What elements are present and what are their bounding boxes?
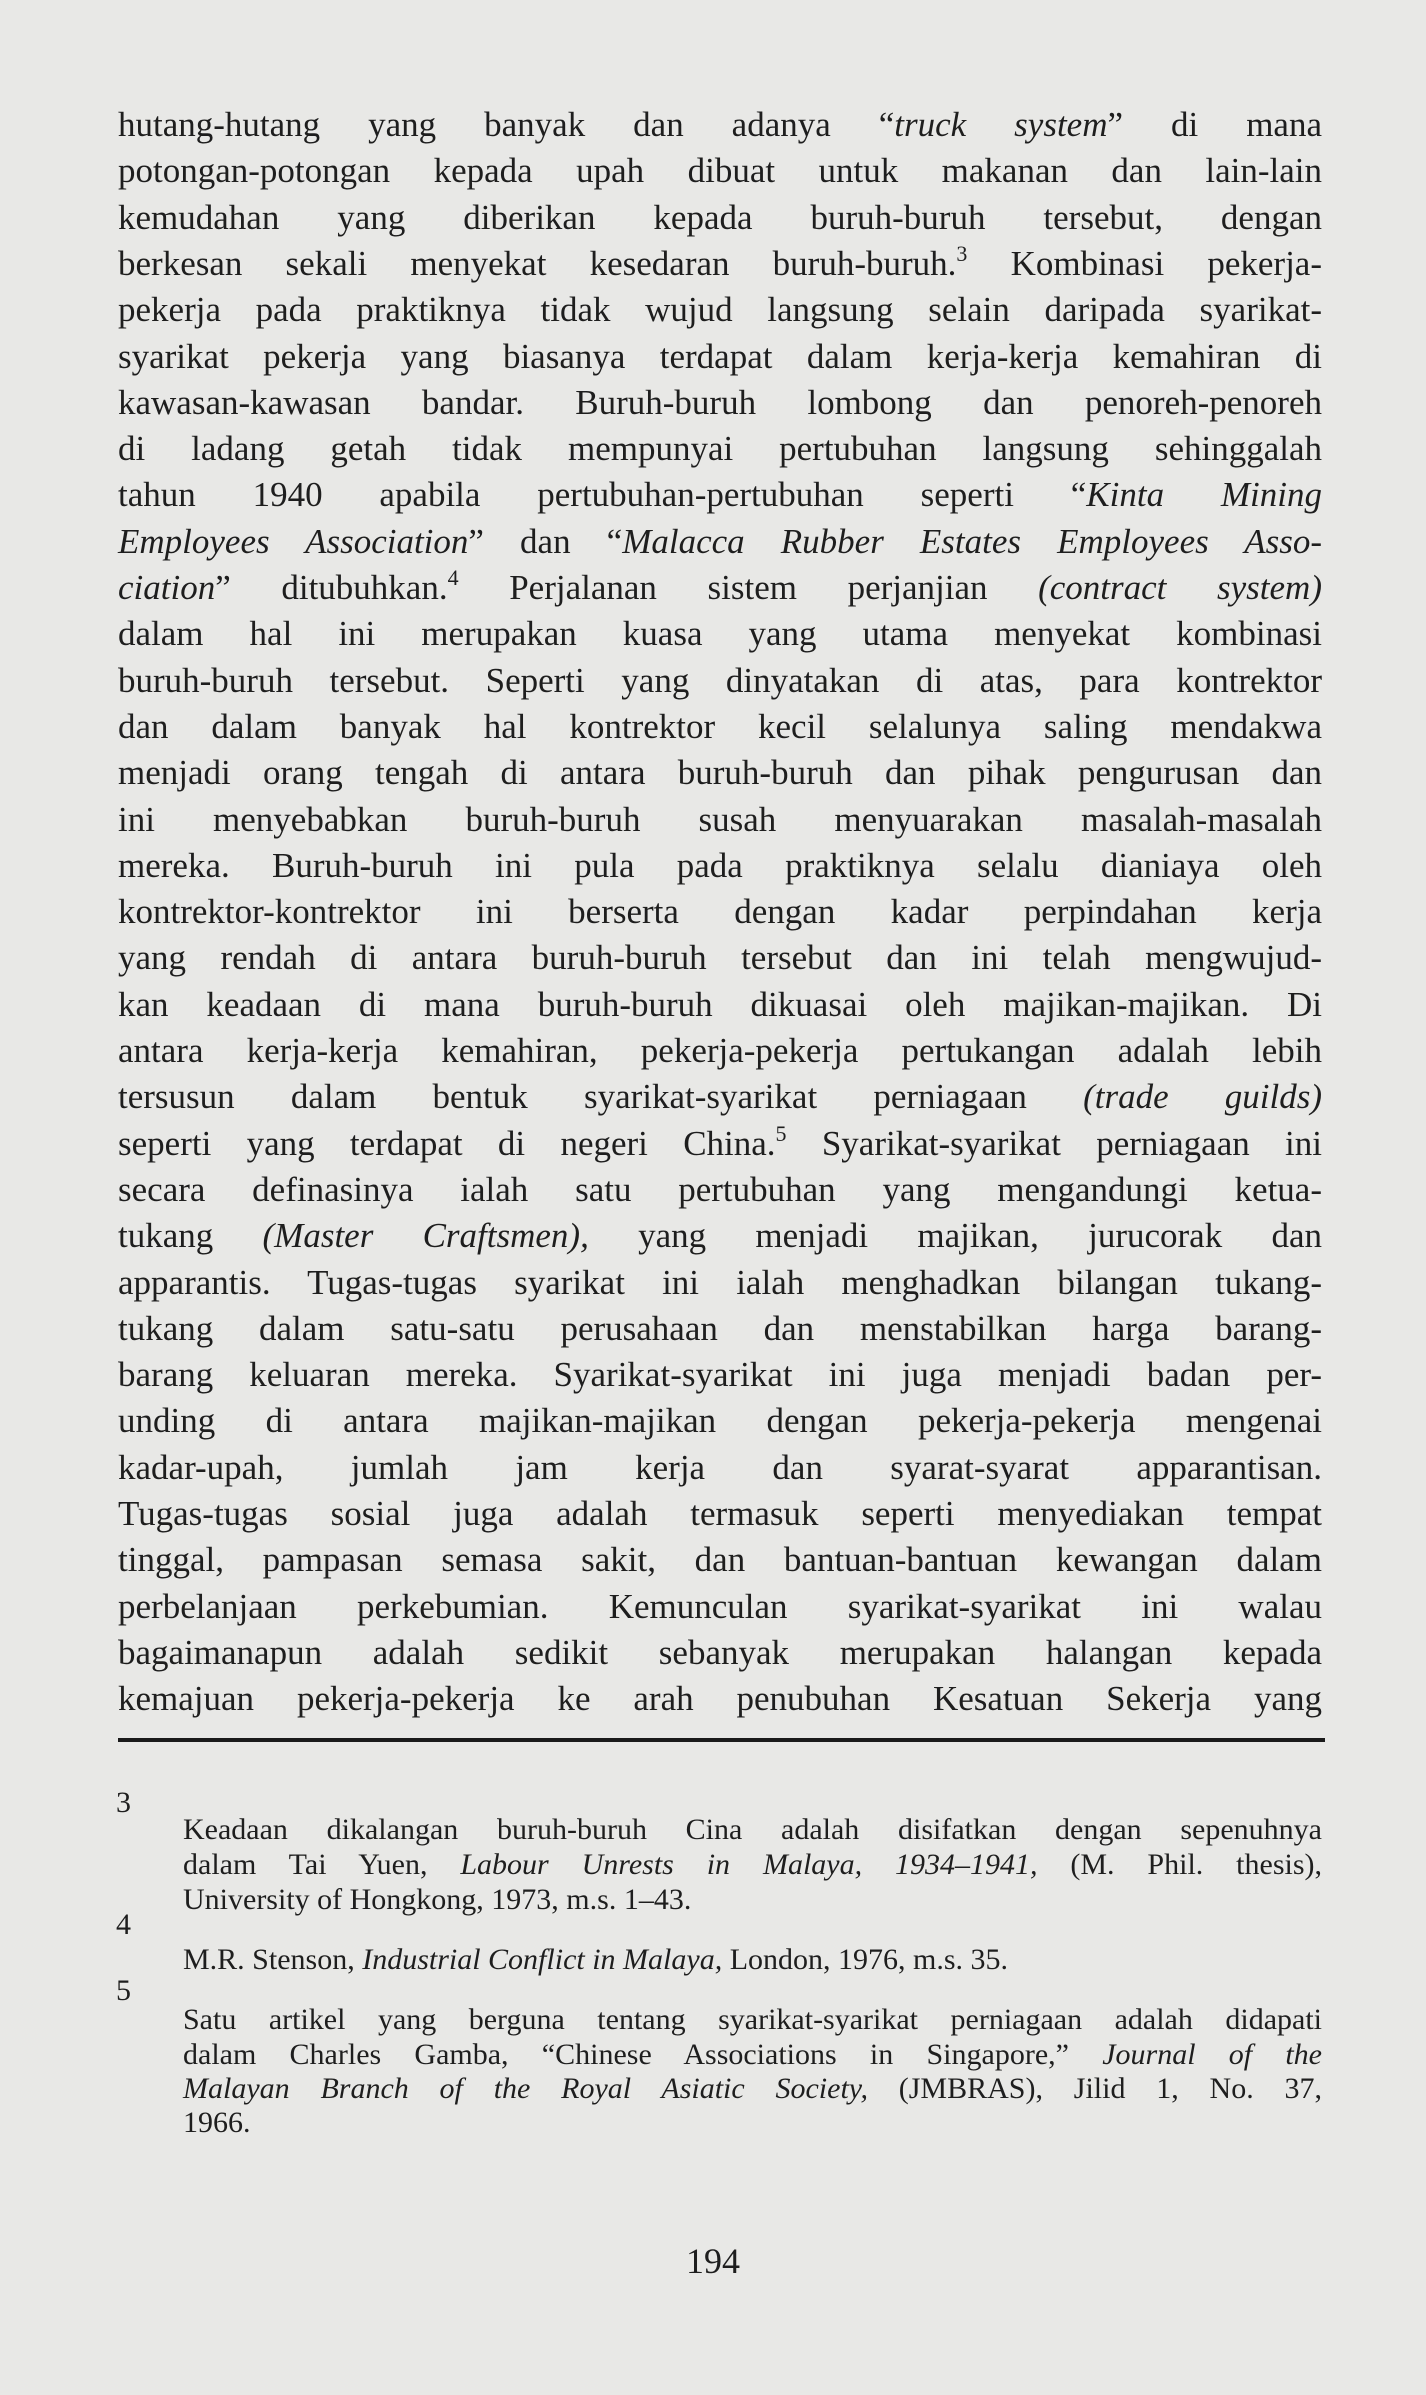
text-segment: berkesan sekali menyekat kesedaran buruh-buruh. (118, 243, 957, 283)
body-line (118, 1584, 1322, 1630)
text-segment: pekerja pada praktiknya tidak wujud langsung selain daripada syarikat- (118, 290, 1322, 330)
body-line (118, 241, 1322, 287)
text-segment: secara definasinya ialah satu pertubuhan yang mengandungi ketua- (118, 1169, 1322, 1209)
body-line (118, 195, 1322, 241)
text-segment: kemajuan pekerja-pekerja ke arah penubuhan Kesatuan Sekerja yang (118, 1679, 1322, 1719)
text-segment: kemudahan yang diberikan kepada buruh-buruh tersebut, dengan (118, 197, 1322, 237)
text-segment: Syarikat-syarikat perniagaan ini (786, 1123, 1322, 1163)
text-segment: di ladang getah tidak mempunyai pertubuhan langsung sehinggalah (118, 429, 1322, 469)
text-segment: perbelanjaan perkebumian. Kemunculan syarikat-syarikat ini walau (118, 1586, 1322, 1626)
body-line (118, 380, 1322, 426)
body-line (118, 1260, 1322, 1306)
text-segment: potongan-potongan kepada upah dibuat untuk makanan dan lain-lain (118, 151, 1322, 191)
page-number: 194 (686, 2241, 740, 2281)
text-segment: kawasan-kawasan bandar. Buruh-buruh lombong dan penoreh-penoreh (118, 382, 1322, 422)
text-segment: dalam Tai Yuen, (183, 1848, 461, 1881)
body-line (118, 982, 1322, 1028)
body-line (118, 1537, 1322, 1583)
italic-text: (Master Craftsmen), (262, 1216, 589, 1256)
text-segment: Tugas-tugas sosial juga adalah termasuk seperti menyediakan tempat (118, 1494, 1322, 1533)
body-line (118, 1352, 1322, 1398)
footnote-line (183, 2037, 1322, 2072)
text-segment: antara kerja-kerja kemahiran, pekerja-pekerja pertukangan adalah lebih (118, 1031, 1322, 1070)
footnote-line (183, 1847, 1322, 1882)
body-line (118, 935, 1322, 981)
text-segment: ” di mana (1107, 105, 1322, 144)
text-segment: University of Hongkong, 1973, m.s. 1–43. (183, 1883, 692, 1916)
text-segment: dan dalam banyak hal kontrektor kecil selalunya saling mendakwa (118, 706, 1322, 746)
italic-text: Kinta Mining (1086, 475, 1322, 515)
body-line (118, 519, 1322, 565)
text-segment: Keadaan dikalangan buruh-buruh Cina adalah disifatkan dengan sepenuhnya (183, 1813, 1322, 1846)
text-segment: ” ditubuhkan. (215, 568, 448, 607)
text-segment: ini menyebabkan buruh-buruh susah menyuarakan masalah-masalah (118, 799, 1322, 839)
text-segment: kan keadaan di mana buruh-buruh dikuasai oleh majikan-majikan. Di (118, 984, 1322, 1024)
text-segment: tersusun dalam bentuk syarikat-syarikat perniagaan (118, 1077, 1084, 1117)
text-segment: dalam Charles Gamba, “Chinese Associations in Singapore,” (183, 2038, 1103, 2071)
body-line (118, 334, 1322, 380)
italic-text: Malacca Rubber Estates Employees Asso- (622, 521, 1322, 561)
italic-text: Malayan Branch of the Royal Asiatic Society, (183, 2072, 868, 2105)
text-segment: Kombinasi pekerja- (967, 243, 1322, 283)
text-segment: tukang dalam satu-satu perusahaan dan menstabilkan harga barang- (118, 1308, 1322, 1348)
italic-text: truck system (894, 105, 1108, 144)
text-segment: ” dan “ (468, 521, 623, 561)
body-line (118, 1074, 1322, 1120)
body-line (118, 565, 1322, 611)
body-line (118, 704, 1322, 750)
body-line (118, 1167, 1322, 1213)
body-line (118, 1676, 1322, 1722)
footnote-line (183, 2002, 1322, 2037)
italic-text: ciation (118, 568, 216, 607)
footnote-number: 3 (116, 1786, 131, 1819)
footnote-ref: 3 (956, 240, 968, 266)
text-segment: unding di antara majikan-majikan dengan pekerja-pekerja mengenai (118, 1401, 1322, 1441)
text-segment: buruh-buruh tersebut. Seperti yang dinyatakan di atas, para kontrektor (118, 660, 1322, 700)
footnote-line (183, 2071, 1322, 2106)
text-segment: yang menjadi majikan, jurucorak dan (588, 1216, 1322, 1256)
italic-text: (trade guilds) (1083, 1077, 1322, 1117)
body-line (118, 1028, 1322, 1074)
italic-text: (contract system) (1038, 568, 1322, 607)
text-segment: yang rendah di antara buruh-buruh tersebut dan ini telah mengwujud- (118, 938, 1322, 978)
footnote-ref: 5 (775, 1120, 787, 1146)
body-line (118, 1630, 1322, 1676)
body-line (118, 889, 1322, 935)
body-line (118, 148, 1322, 194)
text-segment: menjadi orang tengah di antara buruh-buruh dan pihak pengurusan dan (118, 753, 1322, 793)
body-line (118, 1491, 1322, 1537)
text-segment: mereka. Buruh-buruh ini pula pada praktiknya selalu dianiaya oleh (118, 845, 1322, 885)
text-segment: kontrektor-kontrektor ini berserta dengan kadar perpindahan kerja (118, 892, 1322, 932)
footnote-divider (118, 1738, 1325, 1742)
footnote-line (183, 1812, 1322, 1847)
text-segment: (JMBRAS), Jilid 1, No. 37, (867, 2072, 1323, 2105)
text-segment: tinggal, pampasan semasa sakit, dan bantuan-bantuan kewangan dalam (118, 1540, 1322, 1580)
body-line (118, 797, 1322, 843)
text-segment: Perjalanan sistem perjanjian (458, 568, 1039, 607)
body-line (118, 843, 1322, 889)
text-segment: M.R. Stenson, (183, 1943, 363, 1976)
body-line (118, 1121, 1322, 1167)
body-line (118, 658, 1322, 704)
body-line (118, 102, 1322, 148)
text-segment: dalam hal ini merupakan kuasa yang utama menyekat kombinasi (118, 614, 1322, 654)
body-line (118, 287, 1322, 333)
italic-text: Journal of the (1102, 2038, 1322, 2071)
italic-text: Industrial Conflict in Malaya, (362, 1943, 723, 1976)
body-line (118, 750, 1322, 796)
body-line (118, 426, 1322, 472)
text-segment: Satu artikel yang berguna tentang syarikat-syarikat perniagaan adalah didapati (183, 2003, 1322, 2036)
footnote-ref: 4 (447, 565, 459, 590)
italic-text: Employees Association (118, 521, 469, 561)
body-line (118, 472, 1322, 518)
footnote-number: 5 (116, 1974, 131, 2007)
text-segment: bagaimanapun adalah sedikit sebanyak merupakan halangan kepada (118, 1632, 1322, 1672)
text-segment: London, 1976, m.s. 35. (722, 1943, 1009, 1976)
text-segment: barang keluaran mereka. Syarikat-syarikat ini juga menjadi badan per- (118, 1355, 1322, 1395)
text-segment: hutang-hutang yang banyak dan adanya “ (118, 105, 895, 144)
footnote-line (183, 2105, 1322, 2140)
text-segment: tahun 1940 apabila pertubuhan-pertubuhan seperti “ (118, 475, 1087, 515)
text-segment: tukang (118, 1216, 263, 1256)
footnote-line (183, 1942, 1322, 1977)
body-line (118, 611, 1322, 657)
footnote-number: 4 (116, 1908, 131, 1941)
body-line (118, 1213, 1322, 1259)
body-line (118, 1445, 1322, 1491)
text-segment: kadar-upah, jumlah jam kerja dan syarat-syarat apparantisan. (118, 1447, 1322, 1487)
text-segment: seperti yang terdapat di negeri China. (118, 1123, 776, 1163)
text-segment: syarikat pekerja yang biasanya terdapat dalam kerja-kerja kemahiran di (118, 336, 1322, 376)
italic-text: Labour Unrests in Malaya, 1934–1941, (460, 1848, 1038, 1881)
text-segment: 1966. (183, 2106, 251, 2139)
text-segment: apparantis. Tugas-tugas syarikat ini ialah menghadkan bilangan tukang- (118, 1262, 1322, 1302)
footnote-line (183, 1882, 1322, 1917)
text-segment: (M. Phil. thesis), (1037, 1848, 1322, 1881)
body-line (118, 1398, 1322, 1444)
body-line (118, 1306, 1322, 1352)
